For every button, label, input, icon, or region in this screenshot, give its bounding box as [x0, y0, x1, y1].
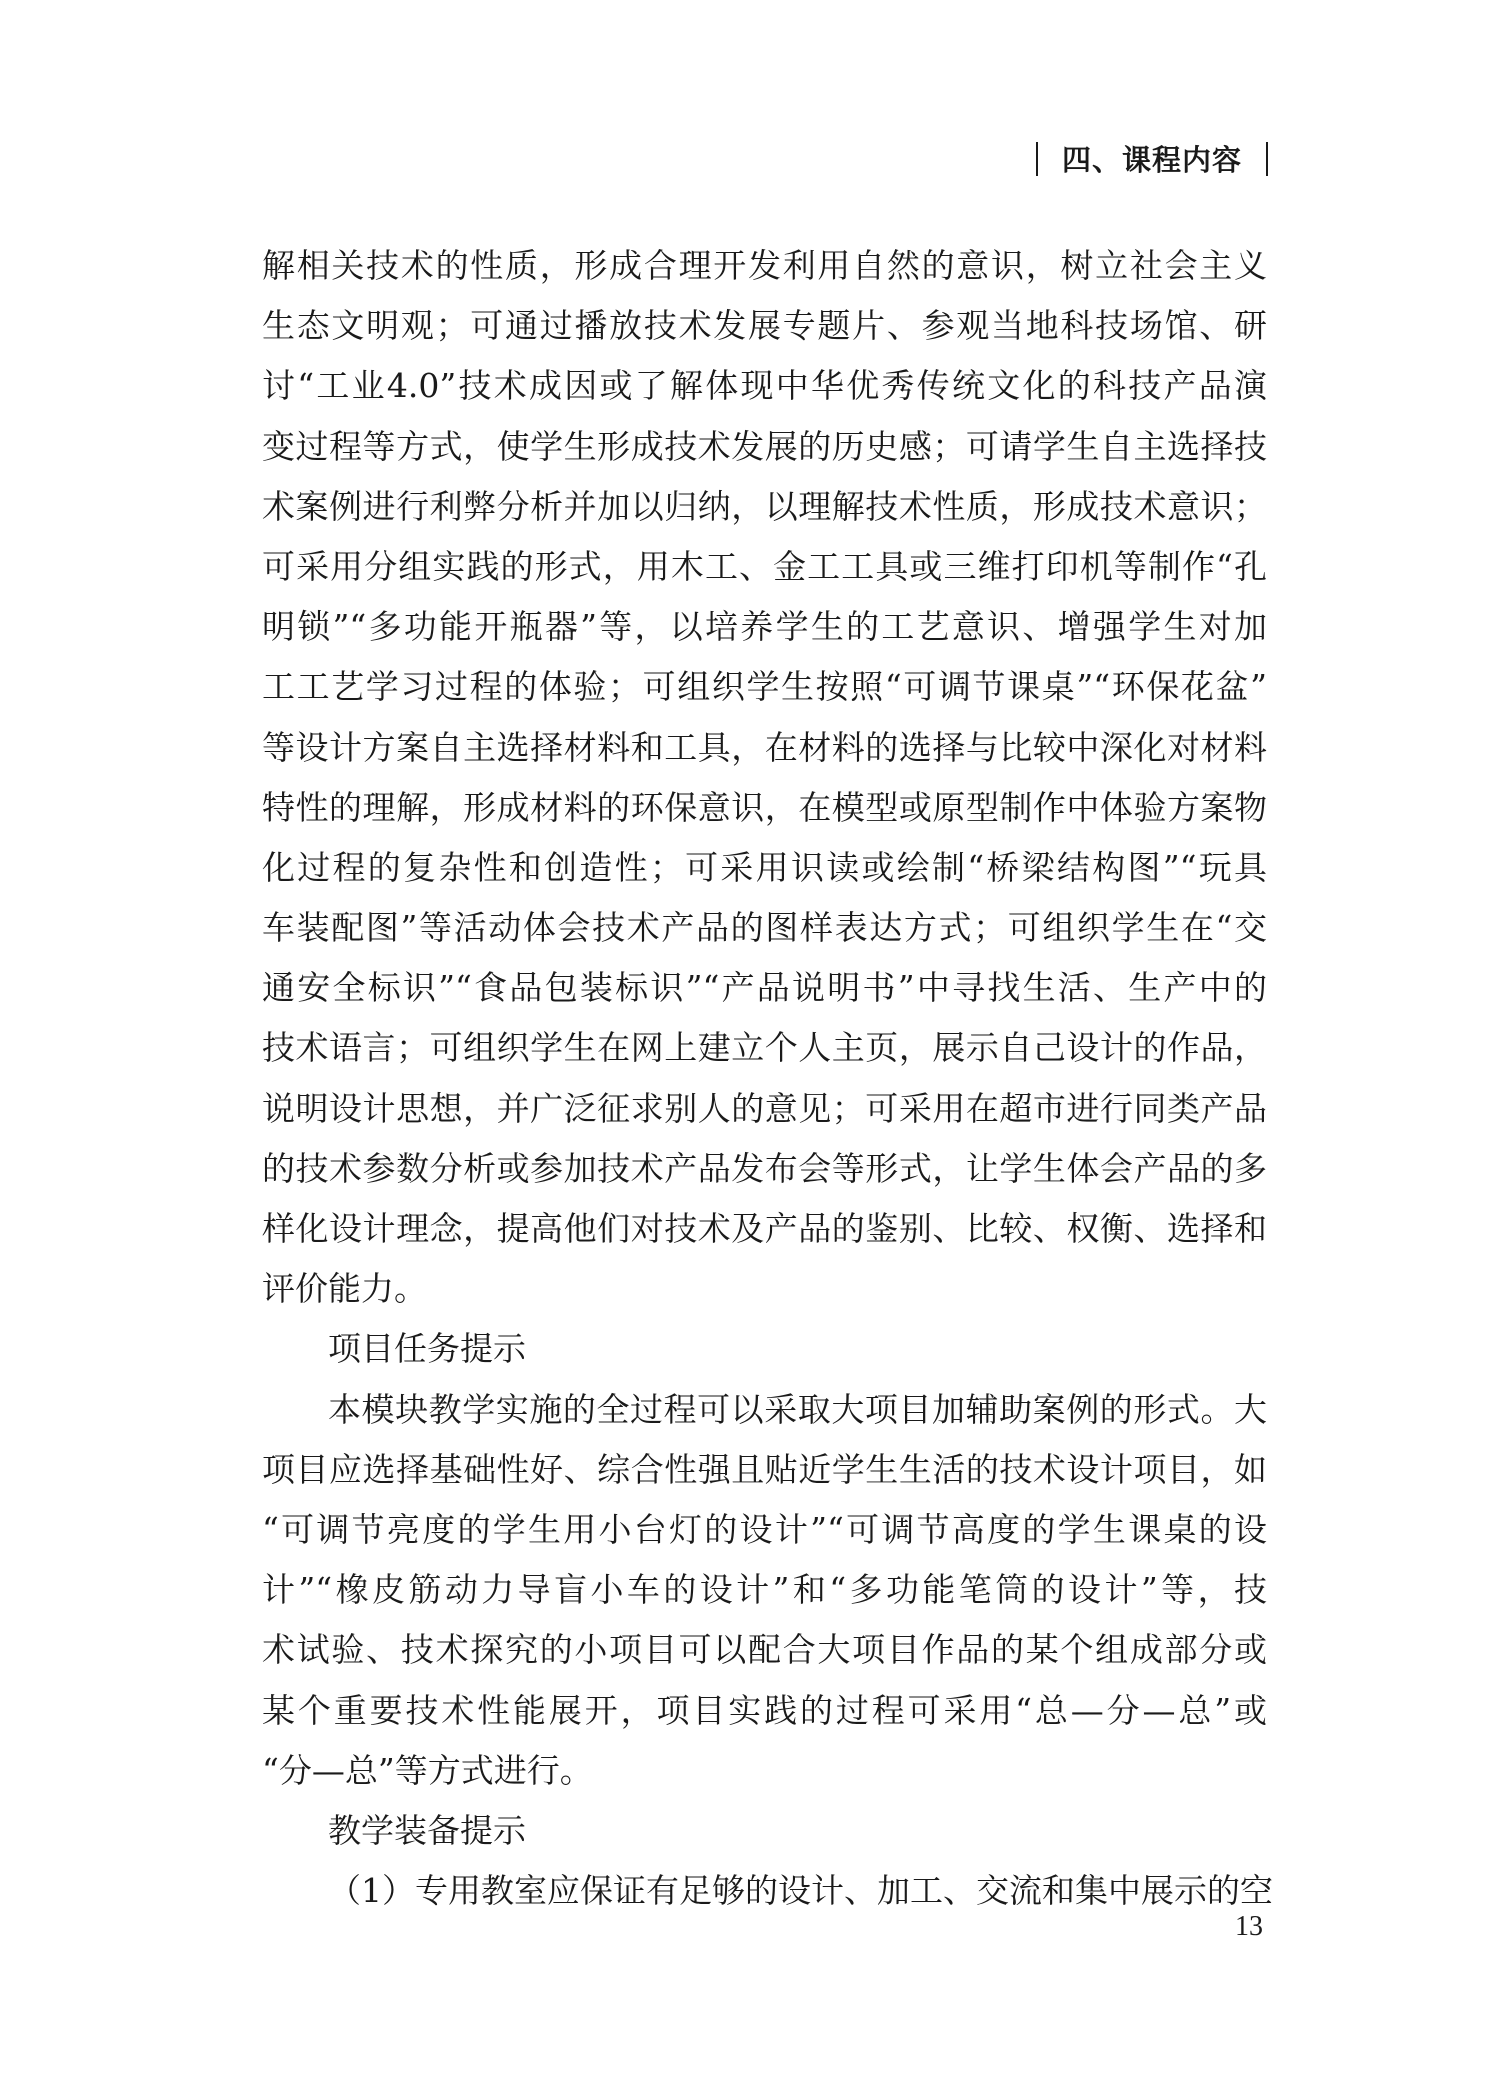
header-left-rule [1036, 142, 1038, 176]
running-header [1036, 138, 1268, 179]
text-line: 生态文明观；可通过播放技术发展专题片、参观当地科技场馆、研 [262, 306, 1267, 346]
text-line: 车装配图”等活动体会技术产品的图样表达方式；可组织学生在“交 [262, 908, 1267, 948]
text-line: 工工艺学习过程的体验；可组织学生按照“可调节课桌”“环保花盆” [262, 667, 1267, 707]
text-line: 评价能力。 [262, 1269, 427, 1309]
subheading-equipment: 教学装备提示 [328, 1810, 526, 1850]
text-line: 计”“橡皮筋动力导盲小车的设计”和“多功能笔筒的设计”等，技 [262, 1570, 1267, 1610]
text-line: 通安全标识”“食品包装标识”“产品说明书”中寻找生活、生产中的 [262, 968, 1267, 1008]
text-line: “分—总”等方式进行。 [262, 1750, 593, 1790]
text-line: 解相关技术的性质，形成合理开发利用自然的意识，树立社会主义 [262, 246, 1267, 285]
text-line: 明锁”“多功能开瓶器”等，以培养学生的工艺意识、增强学生对加 [262, 607, 1267, 647]
text-line: 的技术参数分析或参加技术产品发布会等形式，让学生体会产品的多 [262, 1148, 1267, 1188]
text-line: 讨“工业4.0”技术成因或了解体现中华优秀传统文化的科技产品演 [262, 366, 1267, 406]
text-line: 特性的理解，形成材料的环保意识，在模型或原型制作中体验方案物 [262, 787, 1267, 827]
text-line: 变过程等方式，使学生形成技术发展的历史感；可请学生自主选择技 [262, 426, 1267, 466]
page-number: 13 [1235, 1911, 1263, 1942]
text-line: 说明设计思想，并广泛征求别人的意见；可采用在超市进行同类产品 [262, 1088, 1267, 1128]
text-line: 术案例进行利弊分析并加以归纳，以理解技术性质，形成技术意识； [262, 486, 1267, 526]
text-line: “可调节亮度的学生用小台灯的设计”“可调节高度的学生课桌的设 [262, 1509, 1267, 1549]
text-line: 化过程的复杂性和创造性；可采用识读或绘制“桥梁结构图”“玩具 [262, 847, 1267, 887]
text-line: 样化设计理念，提高他们对技术及产品的鉴别、比较、权衡、选择和 [262, 1209, 1267, 1248]
text-line: 技术语言；可组织学生在网上建立个人主页，展示自己设计的作品， [262, 1028, 1267, 1068]
text-line: 等设计方案自主选择材料和工具，在材料的选择与比较中深化对材料 [262, 727, 1267, 767]
text-line: 某个重要技术性能展开，项目实践的过程可采用“总—分—总”或 [262, 1690, 1267, 1730]
text-line: 项目应选择基础性好、综合性强且贴近学生生活的技术设计项目，如 [262, 1449, 1267, 1489]
body-text [262, 236, 1273, 1921]
text-line: 术试验、技术探究的小项目可以配合大项目作品的某个组成部分或 [262, 1630, 1267, 1670]
text-line: 可采用分组实践的形式，用木工、金工工具或三维打印机等制作“孔 [262, 546, 1267, 586]
header-right-rule [1266, 142, 1268, 176]
subheading-project-tasks: 项目任务提示 [328, 1329, 526, 1369]
text-line: （1）专用教室应保证有足够的设计、加工、交流和集中展示的空 [328, 1871, 1273, 1911]
text-line: 本模块教学实施的全过程可以采取大项目加辅助案例的形式。大 [328, 1389, 1267, 1429]
section-title: 四、课程内容 [1061, 143, 1242, 177]
